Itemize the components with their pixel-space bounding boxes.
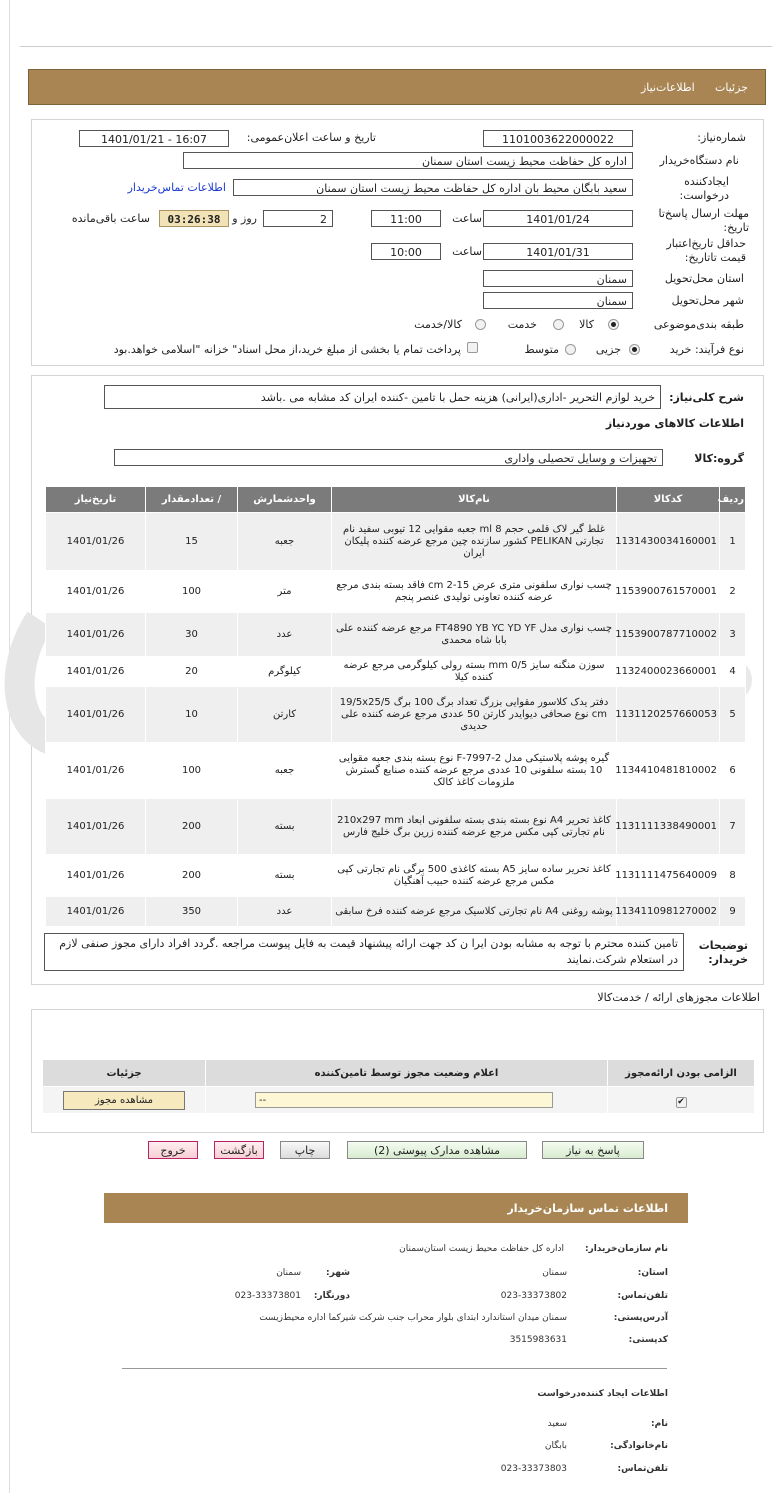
table-row — [46, 571, 746, 613]
table-row — [46, 687, 746, 743]
cell-qty: 15 — [146, 513, 238, 571]
cell-qty: 30 — [146, 613, 238, 657]
license-table — [42, 1059, 755, 1114]
license-status-field[interactable]: -- — [255, 1092, 553, 1108]
cell-date: 1401/01/26 — [46, 897, 146, 927]
cell-row-number: 3 — [720, 613, 746, 657]
cell-date: 1401/01/26 — [46, 855, 146, 897]
cell-code: 1131120257660053 — [617, 687, 720, 743]
cell-date: 1401/01/26 — [46, 613, 146, 657]
category-goods-label: کالا — [579, 318, 594, 331]
cell-row-number: 6 — [720, 743, 746, 799]
license-col-required: الزامی بودن ارائه‌مجوز — [608, 1060, 755, 1087]
cell-qty: 200 — [146, 855, 238, 897]
city-contact-value: سمنان — [276, 1268, 301, 1278]
goods-table — [45, 486, 746, 927]
col-header-date: تاریخ‌نیاز — [46, 487, 146, 513]
address-value: سمنان میدان استاندارد ابتدای بلوار محراب جنب شرکت شیرکما اداره محیط‌زیست — [259, 1313, 567, 1323]
creator-field[interactable]: سعید بابگان محیط بان اداره کل حفاظت محیط زیست استان سمنان — [233, 179, 633, 196]
license-col-status: اعلام وضعیت مجوز توسط تامین‌کننده — [206, 1060, 608, 1087]
table-row — [46, 657, 746, 687]
creator-name-label: نام: — [651, 1419, 668, 1429]
cell-unit: بسته — [238, 799, 332, 855]
process-partial-radio[interactable] — [629, 344, 640, 355]
view-documents-button[interactable]: مشاهده مدارک پیوستی (2) — [347, 1141, 527, 1159]
cell-name: دفتر یدک کلاسور مقوایی بزرگ تعداد برگ 100 برگ 19/5x25/5 cm نوع صحافی دیوایدر کارتن 50 عددی مرجع عرضه کننده علی حدیدی — [332, 687, 617, 743]
remaining-label: ساعت باقی‌مانده — [71, 212, 150, 225]
page-header — [28, 69, 766, 105]
license-status-cell — [206, 1087, 608, 1114]
table-row — [46, 799, 746, 855]
summary-label: شرح کلی‌نیاز: — [669, 391, 744, 404]
tab-info[interactable]: اطلاعات‌نیاز — [641, 81, 695, 94]
cell-qty: 100 — [146, 571, 238, 613]
cell-row-number: 5 — [720, 687, 746, 743]
process-label: نوع فرآیند: خرید — [669, 343, 744, 356]
cell-unit: کارتن — [238, 687, 332, 743]
deadline-date-field[interactable]: 1401/01/24 — [483, 210, 633, 227]
creator-info-title: اطلاعات ایجاد کننده‌درخواست — [537, 1389, 668, 1399]
days-field[interactable]: 2 — [263, 210, 333, 227]
remaining-timer: 03:26:38 — [159, 210, 229, 227]
payment-checkbox[interactable] — [467, 342, 478, 353]
cell-name: غلط گیر لاک قلمی حجم 8 ml جعبه مقوایی 12 تیوبی سفید نام تجارتی PELIKAN کشور سازنده چین مرجع عرضه کننده پلیکان ایران — [332, 513, 617, 571]
reply-button[interactable]: پاسخ به نیاز — [542, 1141, 644, 1159]
cell-unit: بسته — [238, 855, 332, 897]
group-field[interactable]: تجهیزات و وسایل تحصیلی واداری — [114, 449, 663, 466]
validity-date-field[interactable]: 1401/01/31 — [483, 243, 633, 260]
contact-header — [104, 1193, 688, 1223]
contact-divider — [122, 1368, 667, 1369]
buyer-contact-link[interactable]: اطلاعات تماس‌خریدار — [127, 181, 226, 194]
license-required-cell — [608, 1087, 755, 1114]
cell-code: 1134410481810002 — [617, 743, 720, 799]
creator-phone-label: تلفن‌تماس: — [617, 1464, 668, 1474]
cell-name: چسب نواری سلفونی متری عرض 15-2 cm فاقد بسته بندی مرجع عرضه کننده تعاونی تولیدی عنصر پنجم — [332, 571, 617, 613]
exit-button[interactable]: خروج — [148, 1141, 198, 1159]
city-label: شهر محل‌تحویل — [671, 294, 744, 307]
top-divider — [20, 46, 772, 47]
goods-info-title: اطلاعات کالاهای موردنیاز — [605, 417, 744, 430]
cell-code: 1132400023660001 — [617, 657, 720, 687]
cell-name: کاغذ تحریر ساده سایز A5 بسته کاغذی 500 برگی نام تجارتی کپی مکس مرجع عرضه کننده حبیب آهنگیان — [332, 855, 617, 897]
creator-name-value: سعید — [547, 1419, 567, 1429]
deadline-time-label: ساعت — [452, 212, 482, 225]
need-number-field[interactable]: 1101003622000022 — [483, 130, 633, 147]
category-both-radio[interactable] — [475, 319, 486, 330]
process-medium-radio[interactable] — [565, 344, 576, 355]
category-goods-radio[interactable] — [608, 319, 619, 330]
cell-name: گیره پوشه پلاستیکی مدل F-7997-2 نوع بسته بندی جعبه مقوایی 10 بسته سلفونی 10 عددی مرجع عرضه کننده صنایع گسترش ملزومات کاغذ کالک — [332, 743, 617, 799]
cell-date: 1401/01/26 — [46, 799, 146, 855]
org-value: اداره کل حفاظت محیط زیست استان‌سمنان — [399, 1244, 564, 1254]
cell-code: 1153900787710002 — [617, 613, 720, 657]
category-both-label: کالا/خدمت — [414, 318, 462, 331]
cell-row-number: 2 — [720, 571, 746, 613]
col-header-row-number: ردیف — [720, 487, 746, 513]
cell-date: 1401/01/26 — [46, 687, 146, 743]
validity-time-field[interactable]: 10:00 — [371, 243, 441, 260]
tab-details[interactable]: جزئیات — [715, 81, 748, 94]
cell-name: چسب نواری مدل FT4890 YB YC YD YF مرجع عرضه کننده علی بابا شاه محمدی — [332, 613, 617, 657]
deadline-time-field[interactable]: 11:00 — [371, 210, 441, 227]
print-button[interactable]: چاپ — [280, 1141, 330, 1159]
announce-label: تاریخ و ساعت اعلان‌عمومی: — [246, 131, 376, 144]
cell-row-number: 4 — [720, 657, 746, 687]
validity-time-label: ساعت — [452, 245, 482, 258]
cell-row-number: 1 — [720, 513, 746, 571]
province-contact-value: سمنان — [542, 1268, 567, 1278]
cell-code: 1131430034160001 — [617, 513, 720, 571]
view-license-button[interactable]: مشاهده مجوز — [63, 1091, 185, 1110]
fax-value: 023-33373801 — [234, 1291, 301, 1301]
cell-unit: جعبه — [238, 743, 332, 799]
notes-field: تامین کننده محترم با توجه به مشابه بودن ایرا ن کد جهت ارائه پیشنهاد قیمت به فایل پیوست مراجعه .گردد افراد دارای مجوز صنفی لازم در استعلام شرکت.نمایند — [44, 933, 684, 971]
contact-title: اطلاعات تماس سازمان‌خریدار — [507, 1202, 668, 1215]
process-medium-label: متوسط — [524, 343, 559, 356]
cell-row-number: 9 — [720, 897, 746, 927]
province-label: استان محل‌تحویل — [664, 272, 744, 285]
table-row — [46, 897, 746, 927]
postal-label: کدپستی: — [628, 1335, 668, 1345]
creator-family-value: بابگان — [544, 1441, 567, 1451]
license-required-checkbox[interactable]: ✔ — [677, 1097, 685, 1107]
buyer-field[interactable]: اداره کل حفاظت محیط زیست استان سمنان — [183, 152, 633, 169]
creator-label: ایجادکننده درخواست: — [679, 175, 729, 202]
fax-label: دورنگار: — [313, 1291, 350, 1301]
days-label: روز و — [232, 212, 257, 225]
category-service-label: خدمت — [507, 318, 537, 331]
cell-code: 1131111475640009 — [617, 855, 720, 897]
license-details-cell — [43, 1087, 206, 1114]
cell-unit: عدد — [238, 897, 332, 927]
cell-row-number: 8 — [720, 855, 746, 897]
cell-qty: 350 — [146, 897, 238, 927]
category-label: طبقه بندی‌موضوعی — [653, 318, 744, 331]
cell-name: کاغذ تحریر A4 نوع بسته بندی بسته سلفونی ابعاد 210x297 mm نام تجارتی کپی مکس مرجع عرضه کننده زرین برگ خلیج فارس — [332, 799, 617, 855]
cell-code: 1131111338490001 — [617, 799, 720, 855]
col-header-unit: واحدشمارش — [238, 487, 332, 513]
cell-date: 1401/01/26 — [46, 571, 146, 613]
cell-unit: متر — [238, 571, 332, 613]
phone-label: تلفن‌تماس: — [617, 1291, 668, 1301]
buyer-label: نام دستگاه‌خریدار — [659, 154, 739, 167]
category-service-radio[interactable] — [553, 319, 564, 330]
cell-qty: 20 — [146, 657, 238, 687]
announce-field[interactable]: 1401/01/21 - 16:07 — [79, 130, 229, 147]
license-title: اطلاعات مجوزهای ارائه / خدمت‌کالا — [597, 991, 760, 1004]
cell-unit: جعبه — [238, 513, 332, 571]
need-number-label: شماره‌نیاز: — [697, 131, 746, 144]
creator-family-label: نام‌خانوادگی: — [610, 1441, 668, 1451]
cell-unit: کیلوگرم — [238, 657, 332, 687]
creator-phone-value: 023-33373803 — [500, 1464, 567, 1474]
cell-unit: عدد — [238, 613, 332, 657]
cell-date: 1401/01/26 — [46, 513, 146, 571]
cell-qty: 10 — [146, 687, 238, 743]
license-row — [43, 1087, 755, 1114]
cell-date: 1401/01/26 — [46, 657, 146, 687]
summary-field[interactable]: خرید لوازم التحریر -اداری(ایرانی) هزینه حمل با تامین -کننده ایران کد مشابه می .باشد — [104, 385, 661, 409]
phone-value: 023-33373802 — [500, 1291, 567, 1301]
table-row — [46, 613, 746, 657]
license-col-details: جزئیات — [43, 1060, 206, 1087]
org-label: نام سازمان‌خریدار: — [584, 1244, 668, 1254]
cell-row-number: 7 — [720, 799, 746, 855]
cell-code: 1134110981270002 — [617, 897, 720, 927]
cell-name: پوشه روغنی A4 نام تجارتی کلاسیک مرجع عرضه کننده فرخ سابقی — [332, 897, 617, 927]
license-header-row — [43, 1060, 755, 1087]
province-contact-label: استان: — [637, 1268, 668, 1278]
cell-name: سوزن منگنه سایز 0/5 mm بسته رولی کیلوگرمی مرجع عرضه کننده کیلا — [332, 657, 617, 687]
deadline-label: مهلت ارسال پاسخ‌تا تاریخ: — [658, 207, 749, 234]
group-label: گروه:کالا — [694, 452, 744, 465]
table-row — [46, 855, 746, 897]
cell-qty: 100 — [146, 743, 238, 799]
cell-date: 1401/01/26 — [46, 743, 146, 799]
back-button[interactable]: بازگشت — [214, 1141, 264, 1159]
col-header-code: کدکالا — [617, 487, 720, 513]
col-header-qty: / تعدادمقدار — [146, 487, 238, 513]
address-label: آدرس‌پستی: — [613, 1313, 668, 1323]
postal-value: 3515983631 — [509, 1335, 567, 1345]
province-field[interactable]: سمنان — [483, 270, 633, 287]
validity-label: حداقل تاریخ‌اعتبار قیمت تا‌تاریخ: — [666, 237, 746, 264]
city-contact-label: شهر: — [326, 1268, 350, 1278]
cell-code: 1153900761570001 — [617, 571, 720, 613]
table-header-row — [46, 487, 746, 513]
process-partial-label: جزیی — [595, 343, 621, 356]
notes-label: توضیحات خریدار: — [698, 939, 748, 966]
table-row — [46, 513, 746, 571]
table-row — [46, 743, 746, 799]
cell-qty: 200 — [146, 799, 238, 855]
payment-note: پرداخت تمام یا بخشی از مبلغ خرید،از محل اسناد" خزانه "اسلامی خواهد.بود — [113, 343, 461, 356]
city-field[interactable]: سمنان — [483, 292, 633, 309]
col-header-name: نام‌کالا — [332, 487, 617, 513]
